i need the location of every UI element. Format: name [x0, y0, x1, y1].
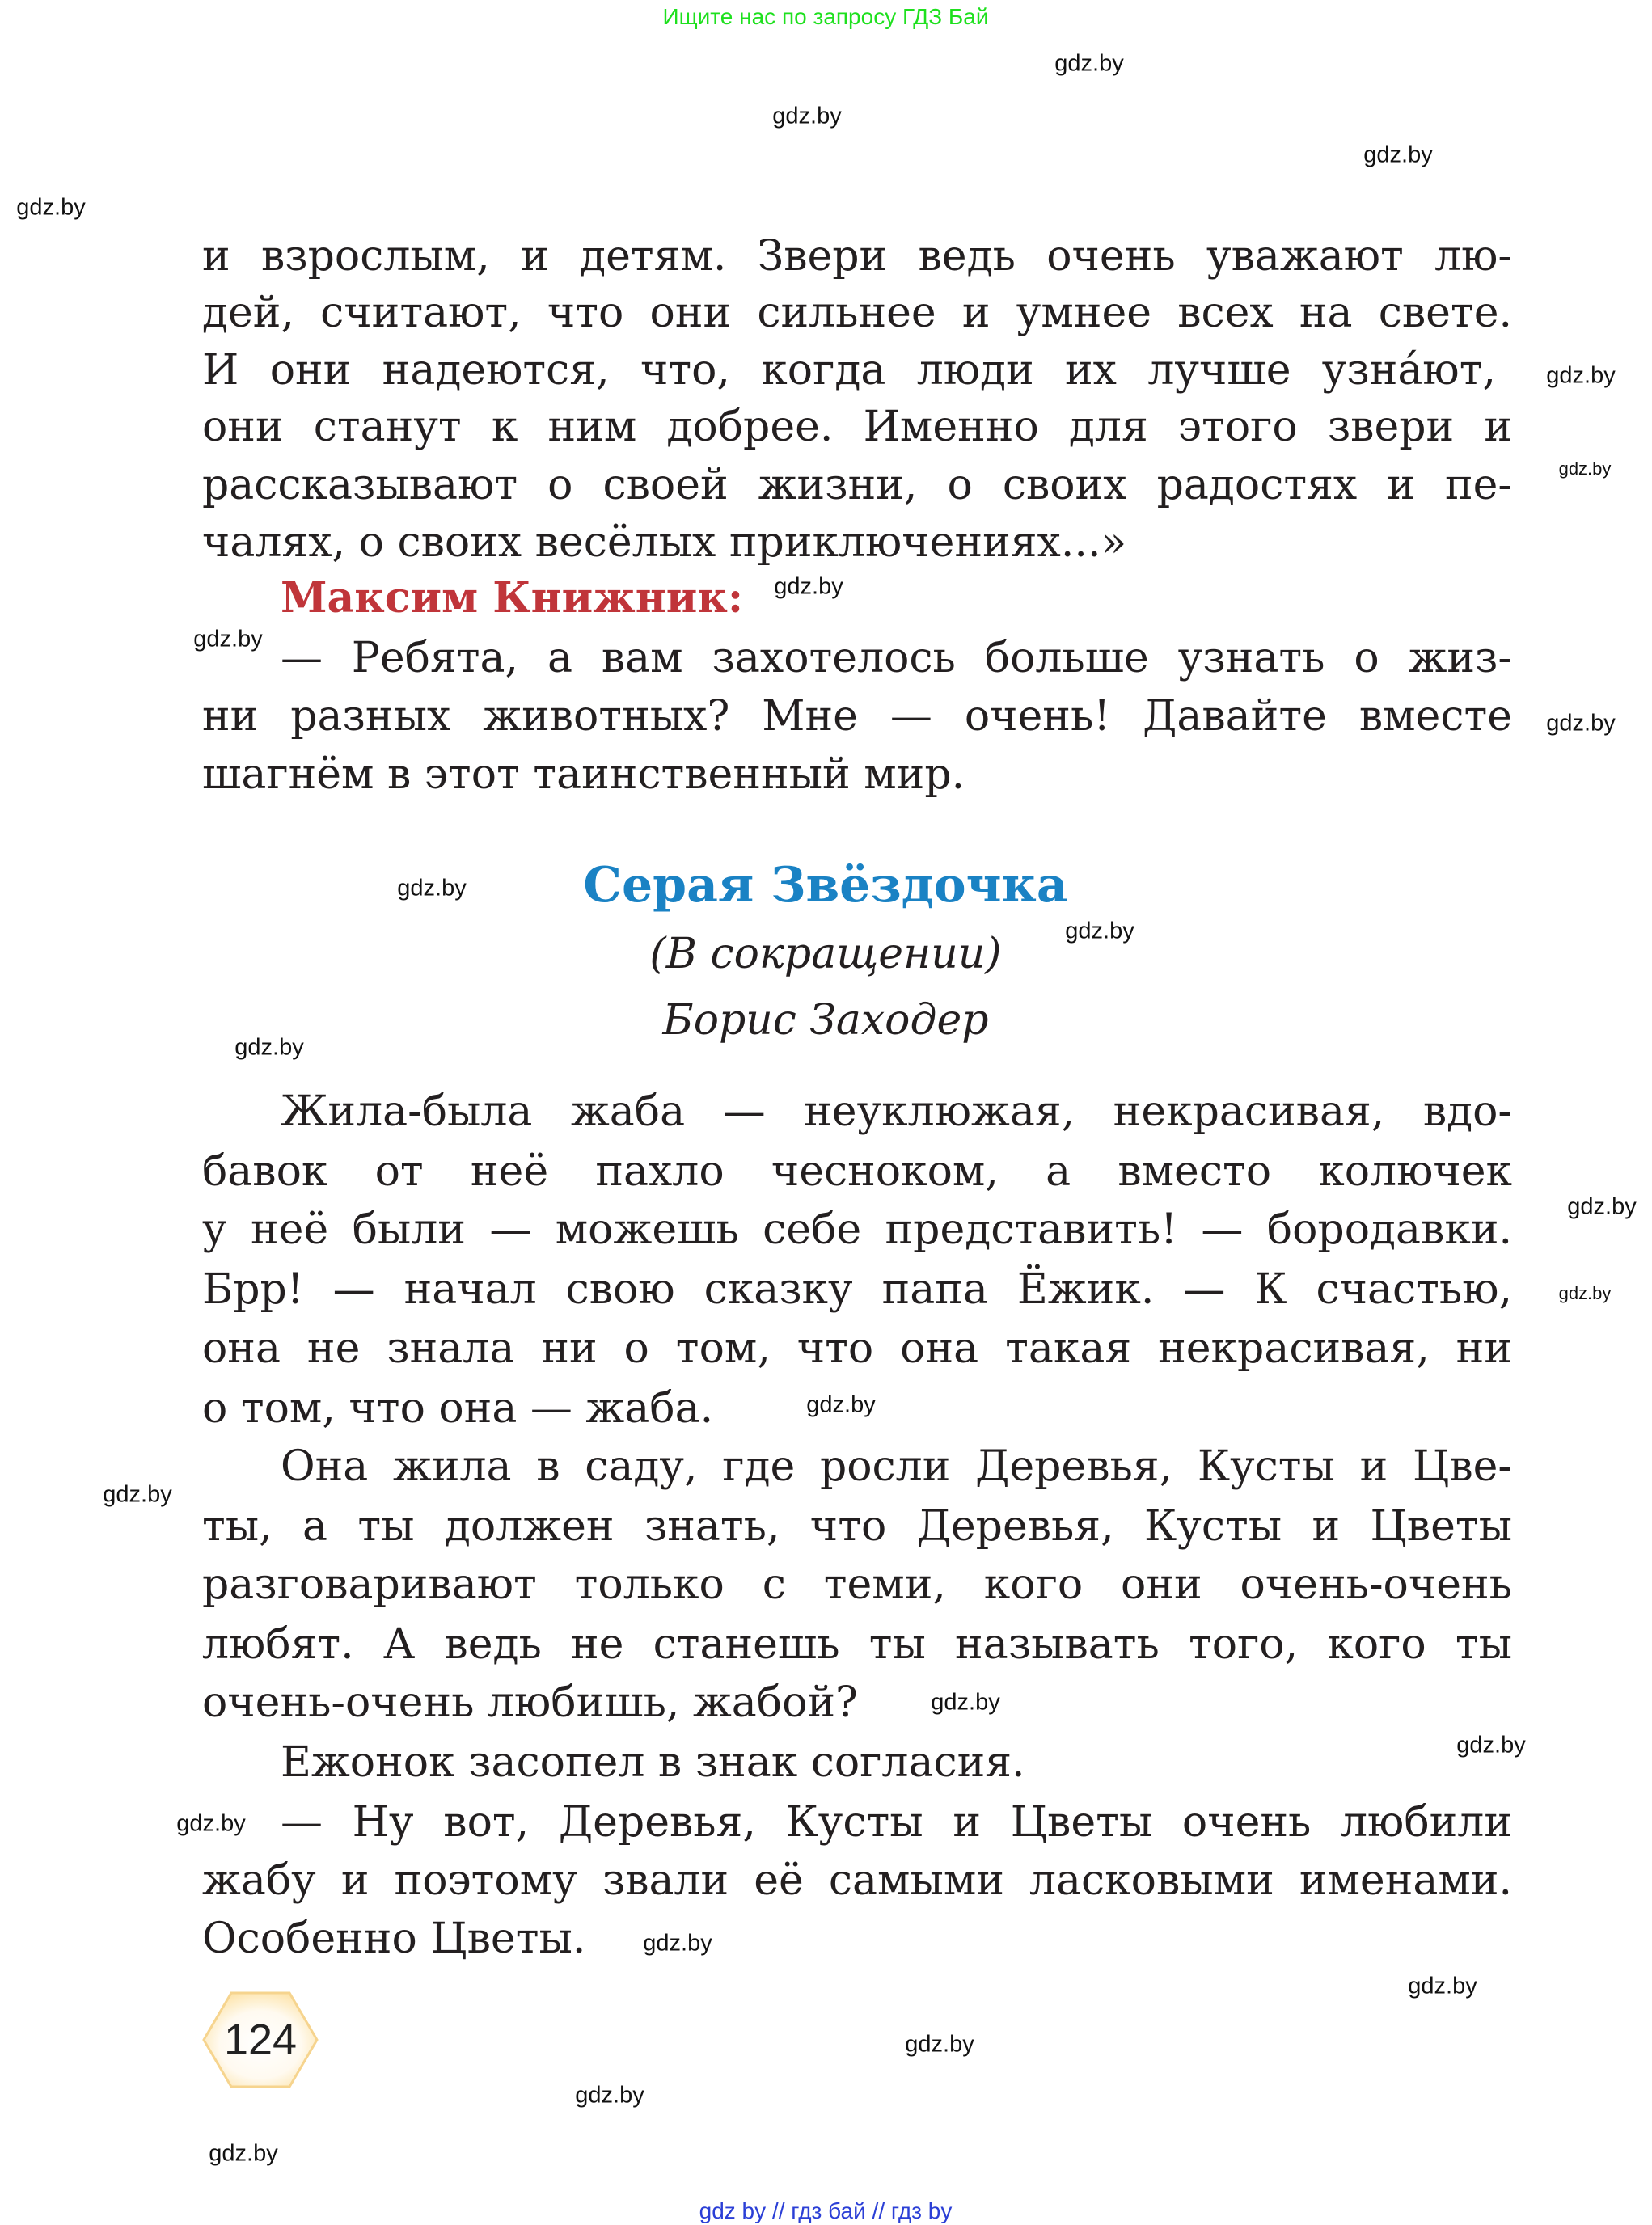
text-line: И они надеются, что, когда люди их лучше узна́ют, [202, 346, 1496, 395]
watermark: gdz.by [931, 1689, 1000, 1716]
page-number-badge [202, 1991, 319, 2088]
watermark: gdz.by [234, 1034, 304, 1061]
watermark: gdz.by [905, 2031, 974, 2058]
text-line: — Ребята, а вам захотелось больше узнать о жиз- [281, 634, 1512, 682]
watermark: gdz.by [176, 1810, 246, 1837]
text-line: ни разных животных? Мне — очень! Давайте вместе [202, 692, 1512, 741]
watermark: gdz.by [1558, 1283, 1612, 1303]
text-line: Брр! — начал свою сказку папа Ёжик. — К счастью, [202, 1265, 1512, 1314]
watermark: gdz.by [16, 194, 86, 221]
watermark: gdz.by [1558, 458, 1612, 479]
watermark: gdz.by [193, 626, 263, 652]
watermark: gdz.by [1567, 1193, 1637, 1220]
watermark: gdz.by [575, 2082, 644, 2109]
text-line: ты, а ты должен знать, что Деревья, Кусты и Цветы [202, 1502, 1512, 1551]
watermark: gdz.by [1546, 710, 1616, 737]
watermark: gdz.by [1546, 362, 1616, 389]
watermark: gdz.by [774, 573, 843, 600]
text-line: разговаривают только с теми, кого они очень-очень [202, 1560, 1512, 1609]
watermark: gdz.by [397, 875, 467, 901]
speaker-name: Максим Книжник: [281, 573, 744, 623]
text-line: очень-очень любишь, жабой? [202, 1678, 858, 1727]
text-line: и взрослым, и детям. Звери ведь очень уважают лю- [202, 232, 1512, 281]
text-line: Особенно Цветы. [202, 1915, 586, 1963]
text-line: Жила-была жаба — неуклюжая, некрасивая, вдо- [281, 1087, 1512, 1136]
watermark: gdz.by [643, 1930, 712, 1957]
watermark: gdz.by [772, 103, 842, 129]
page-number: 124 [223, 2016, 298, 2064]
text-line: — Ну вот, Деревья, Кусты и Цветы очень любили [281, 1798, 1512, 1847]
text-line: они станут к ним добрее. Именно для этого звери и [202, 403, 1512, 451]
text-line: у неё были — можешь себе представить! — бородавки. [202, 1205, 1512, 1254]
watermark: gdz.by [1456, 1732, 1526, 1758]
watermark: gdz.by [103, 1481, 172, 1508]
text-line: шагнём в этот таинственный мир. [202, 750, 965, 799]
text-line: она не знала ни о том, что она такая некрасивая, ни [202, 1324, 1512, 1373]
story-subtitle: (В сокращении) [649, 930, 1002, 978]
watermark: gdz.by [1054, 50, 1124, 77]
text-line: Ежонок засопел в знак согласия. [281, 1738, 1025, 1787]
watermark: gdz.by [1065, 918, 1134, 944]
text-line: жабу и поэтому звали её самыми ласковыми именами. [202, 1856, 1512, 1905]
story-title: Серая Звёздочка [583, 857, 1068, 914]
watermark: gdz.by [806, 1391, 876, 1418]
text-line: бавок от неё пахло чесноком, а вместо колючек [202, 1147, 1512, 1196]
watermark: gdz.by [1408, 1973, 1477, 1999]
text-line: любят. А ведь не станешь ты называть того, кого ты [202, 1620, 1512, 1669]
text-line: дей, считают, что они сильнее и умнее всех на свете. [202, 289, 1512, 337]
footer-links[interactable]: gdz by // гдз бай // гдз by [699, 2198, 953, 2223]
text-line: Она жила в саду, где росли Деревья, Кусты и Цве- [281, 1442, 1512, 1491]
text-line: чалях, о своих весёлых приключениях...» [202, 518, 1127, 567]
text-line: рассказывают о своей жизни, о своих радостях и пе- [202, 461, 1512, 509]
promo-banner[interactable]: Ищите нас по запросу ГДЗ Бай [662, 4, 989, 29]
watermark: gdz.by [1363, 141, 1433, 168]
watermark: gdz.by [209, 2140, 278, 2167]
story-author: Борис Заходер [662, 996, 989, 1045]
text-line: о том, что она — жаба. [202, 1384, 714, 1433]
